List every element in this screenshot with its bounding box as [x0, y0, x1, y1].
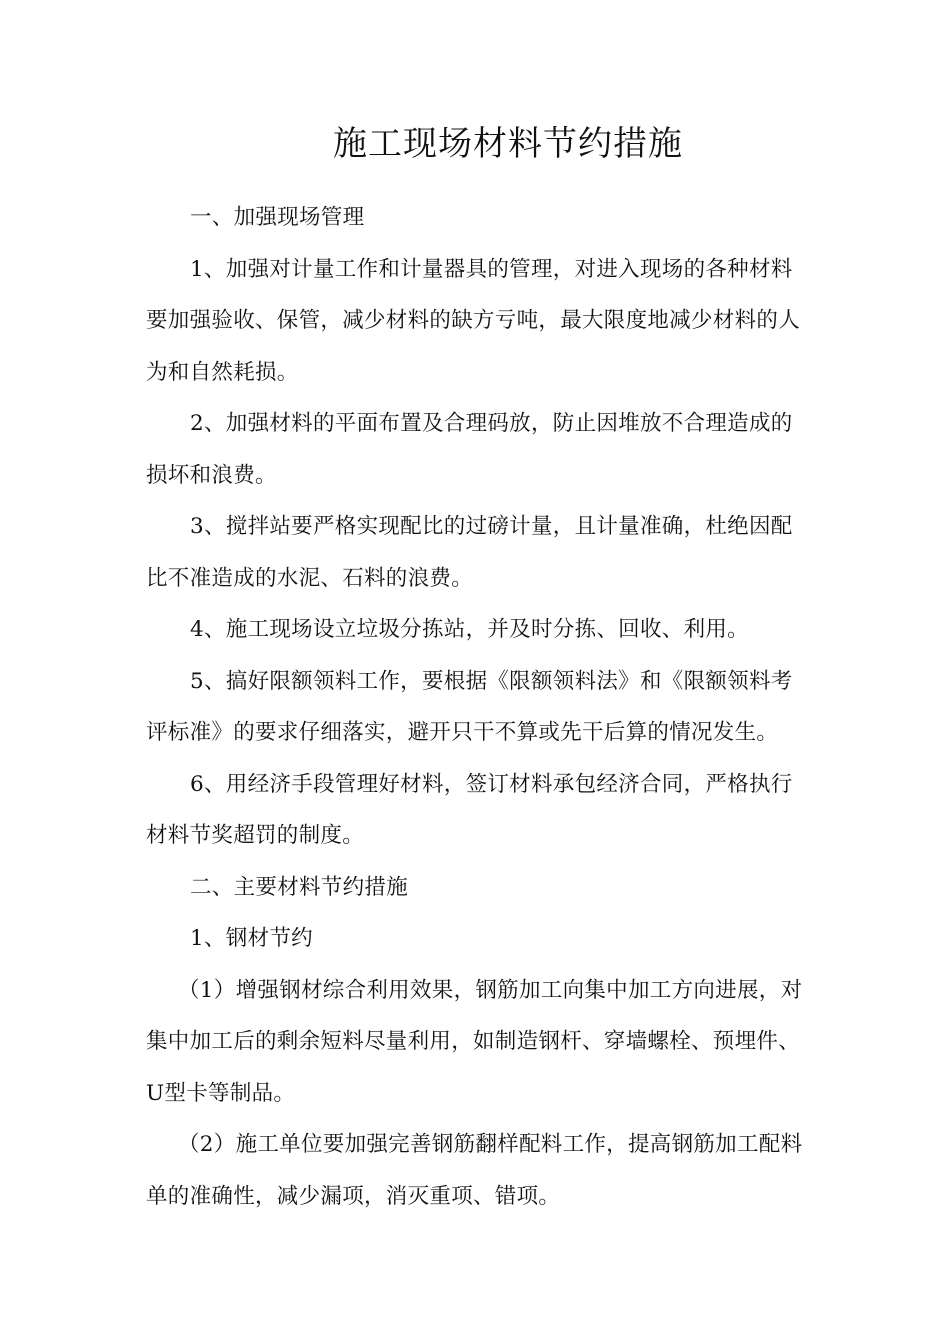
section-heading: 二、主要材料节约措施 [190, 874, 409, 900]
paragraph: 1、加强对计量工作和计量器具的管理，对进入现场的各种材料要加强验收、保管，减少材料的缺方亏吨，最大限度地减少材料的人为和自然耗损。 [146, 256, 801, 385]
paragraph: 6、用经济手段管理好材料，签订材料承包经济合同，严格执行材料节奖超罚的制度。 [146, 771, 793, 848]
paragraph: 4、施工现场设立垃圾分拣站，并及时分拣、回收、利用。 [190, 617, 749, 642]
section-heading: 一、加强现场管理 [190, 205, 365, 230]
paragraph: （1）增强钢材综合利用效果，钢筋加工向集中加工方向进展，对集中加工后的剩余短料尽量利用，如制造钢杆、穿墙螺栓、预埋件、U型卡等制品。 [146, 977, 803, 1106]
paragraph: 3、搅拌站要严格实现配比的过磅计量，且计量准确，杜绝因配比不准造成的水泥、石料的浪费。 [146, 514, 793, 591]
paragraph: 2、加强材料的平面布置及合理码放，防止因堆放不合理造成的损坏和浪费。 [146, 411, 793, 488]
document-body [146, 192, 810, 1222]
paragraph: （2）施工单位要加强完善钢筋翻样配料工作，提高钢筋加工配料单的准确性，减少漏项，消灭重项、错项。 [146, 1132, 803, 1209]
page-title: 施工现场材料节约措施 [333, 124, 683, 164]
paragraph: 5、搞好限额领料工作，要根据《限额领料法》和《限额领料考评标准》的要求仔细落实，避开只干不算或先干后算的情况发生。 [146, 668, 793, 745]
subsection-heading: 1、钢材节约 [190, 926, 313, 951]
